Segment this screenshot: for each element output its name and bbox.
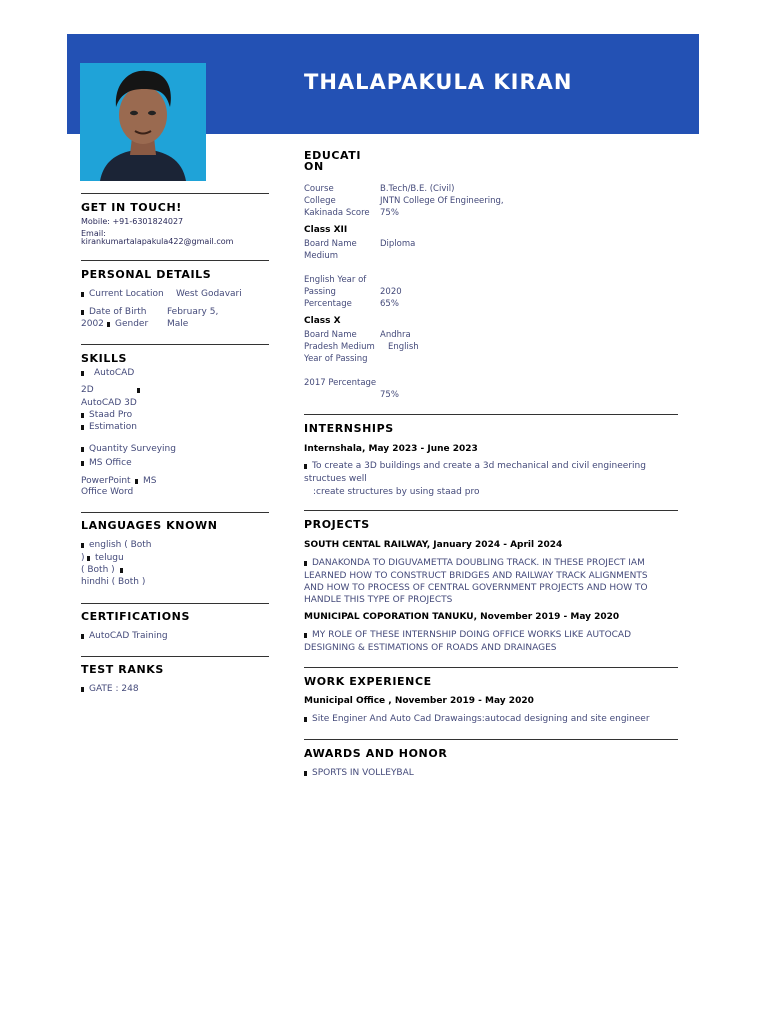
profile-photo [80,63,206,181]
xii-year-label: English Year of [304,275,367,285]
x-pct-value: 75% [380,390,399,400]
work-heading: WORK EXPERIENCE [304,675,432,688]
xii-passing-label: Passing [304,287,336,297]
x-board-value: Andhra [380,330,411,340]
language-item: telugu [87,552,124,564]
project-1-line: DANAKONDA TO DIGUVAMETTA DOUBLING TRACK. IN THESE PROJECT IAM [304,557,645,569]
skill-item: Quantity Surveying [81,443,176,455]
candidate-name: THALAPAKULA KIRAN [304,70,573,94]
email-label: Email: [81,229,106,238]
project-1-line: HANDLE THIS TYPE OF PROJECTS [304,595,453,605]
x-board-label: Board Name [304,330,357,340]
skill-item: MS [135,475,156,487]
internship-line: :create structures by using staad pro [313,487,480,497]
divider [304,510,678,511]
education-heading: EDUCATI [304,149,362,162]
divider [304,667,678,668]
divider [81,344,269,345]
dob-value: February 5, [167,307,219,317]
gender-value: Male [167,319,189,329]
skill-item: Office Word [81,487,134,497]
xii-board-label: Board Name [304,239,357,249]
dob-year: 2002 [81,319,104,329]
location-label: Current Location [81,288,164,300]
certifications-heading: CERTIFICATIONS [81,610,190,623]
project-1-line: LEARNED HOW TO CONSTRUCT BRIDGES AND RAILWAY TRACK ALIGNMENTS [304,571,648,581]
contact-heading: GET IN TOUCH! [81,201,182,214]
x-pct-label: 2017 Percentage [304,378,377,388]
work-subtitle: Municipal Office , November 2019 - May 2020 [304,696,534,706]
divider [81,193,269,194]
course-value: B.Tech/B.E. (Civil) [380,184,455,194]
project-2-line: MY ROLE OF THESE INTERNSHIP DOING OFFICE WORKS LIKE AUTOCAD [304,629,631,641]
college-label: College [304,196,336,206]
divider [304,739,678,740]
language-item: ( Both ) [81,565,115,575]
skill-item: Estimation [81,421,137,433]
skill-item [81,367,134,379]
gender-label: Gender [107,318,148,330]
languages-heading: LANGUAGES KNOWN [81,519,218,532]
skill-item: AutoCAD 3D [81,398,137,408]
xii-pct-value: 65% [380,299,399,309]
language-item: ) [81,553,85,563]
location-value: West Godavari [176,289,242,299]
class-xii-title: Class XII [304,225,348,235]
xii-medium-label: Medium [304,251,338,261]
score-value: 75% [380,208,399,218]
xii-passing-value: 2020 [380,287,402,297]
divider [81,260,269,261]
internships-heading: INTERNSHIPS [304,422,394,435]
dob-label: Date of Birth [81,306,147,318]
divider [304,414,678,415]
xii-pct-label: Percentage [304,299,352,309]
x-year-label: Year of Passing [304,354,368,364]
education-heading-cont: ON [304,160,324,173]
mobile-number: Mobile: +91-6301824027 [81,217,184,226]
divider [81,603,269,604]
score-label: Kakinada Score [304,208,370,218]
x-medium-value: English [388,342,419,352]
internship-line: structues well [304,474,367,484]
project-1-title: SOUTH CENTAL RAILWAY, January 2024 - April 2024 [304,540,563,550]
project-2-line: DESIGNING & ESTIMATIONS OF ROADS AND DRAINAGES [304,643,557,653]
xii-board-value: Diploma [380,239,416,249]
skills-heading: SKILLS [81,352,128,365]
skill-text: AutoCAD [94,368,135,378]
language-bullet [120,564,128,576]
award-line: SPORTS IN VOLLEYBAL [304,767,414,779]
internship-line: To create a 3D buildings and create a 3d mechanical and civil engineering [304,460,646,472]
personal-heading: PERSONAL DETAILS [81,268,212,281]
college-value: JNTN College Of Engineering, [380,196,504,206]
rank-item: GATE : 248 [81,683,139,695]
awards-heading: AWARDS AND HONOR [304,747,448,760]
internship-subtitle: Internshala, May 2023 - June 2023 [304,444,478,454]
language-item: english ( Both [81,539,152,551]
x-medium-label: Pradesh Medium [304,342,375,352]
email-address: kirankumartalapakula422@gmail.com [81,237,234,246]
projects-heading: PROJECTS [304,518,370,531]
skill-bullet [137,384,145,396]
work-line: Site Enginer And Auto Cad Drawaings:autocad designing and site engineer [304,713,650,725]
skill-item: 2D [81,385,94,395]
project-2-title: MUNICIPAL COPORATION TANUKU, November 2019 - May 2020 [304,612,620,622]
skill-item: MS Office [81,457,132,469]
certification-item: AutoCAD Training [81,630,168,642]
class-x-title: Class X [304,316,341,326]
language-item: hindhi ( Both ) [81,577,146,587]
project-1-line: AND HOW TO PROCESS OF CENTRAL GOVERNMENT PROJECTS AND HOW TO [304,583,648,593]
skill-item: Staad Pro [81,409,132,421]
divider [81,512,269,513]
profile-photo-icon [80,63,206,181]
ranks-heading: TEST RANKS [81,663,164,676]
course-label: Course [304,184,334,194]
divider [81,656,269,657]
skill-item: PowerPoint [81,476,131,486]
